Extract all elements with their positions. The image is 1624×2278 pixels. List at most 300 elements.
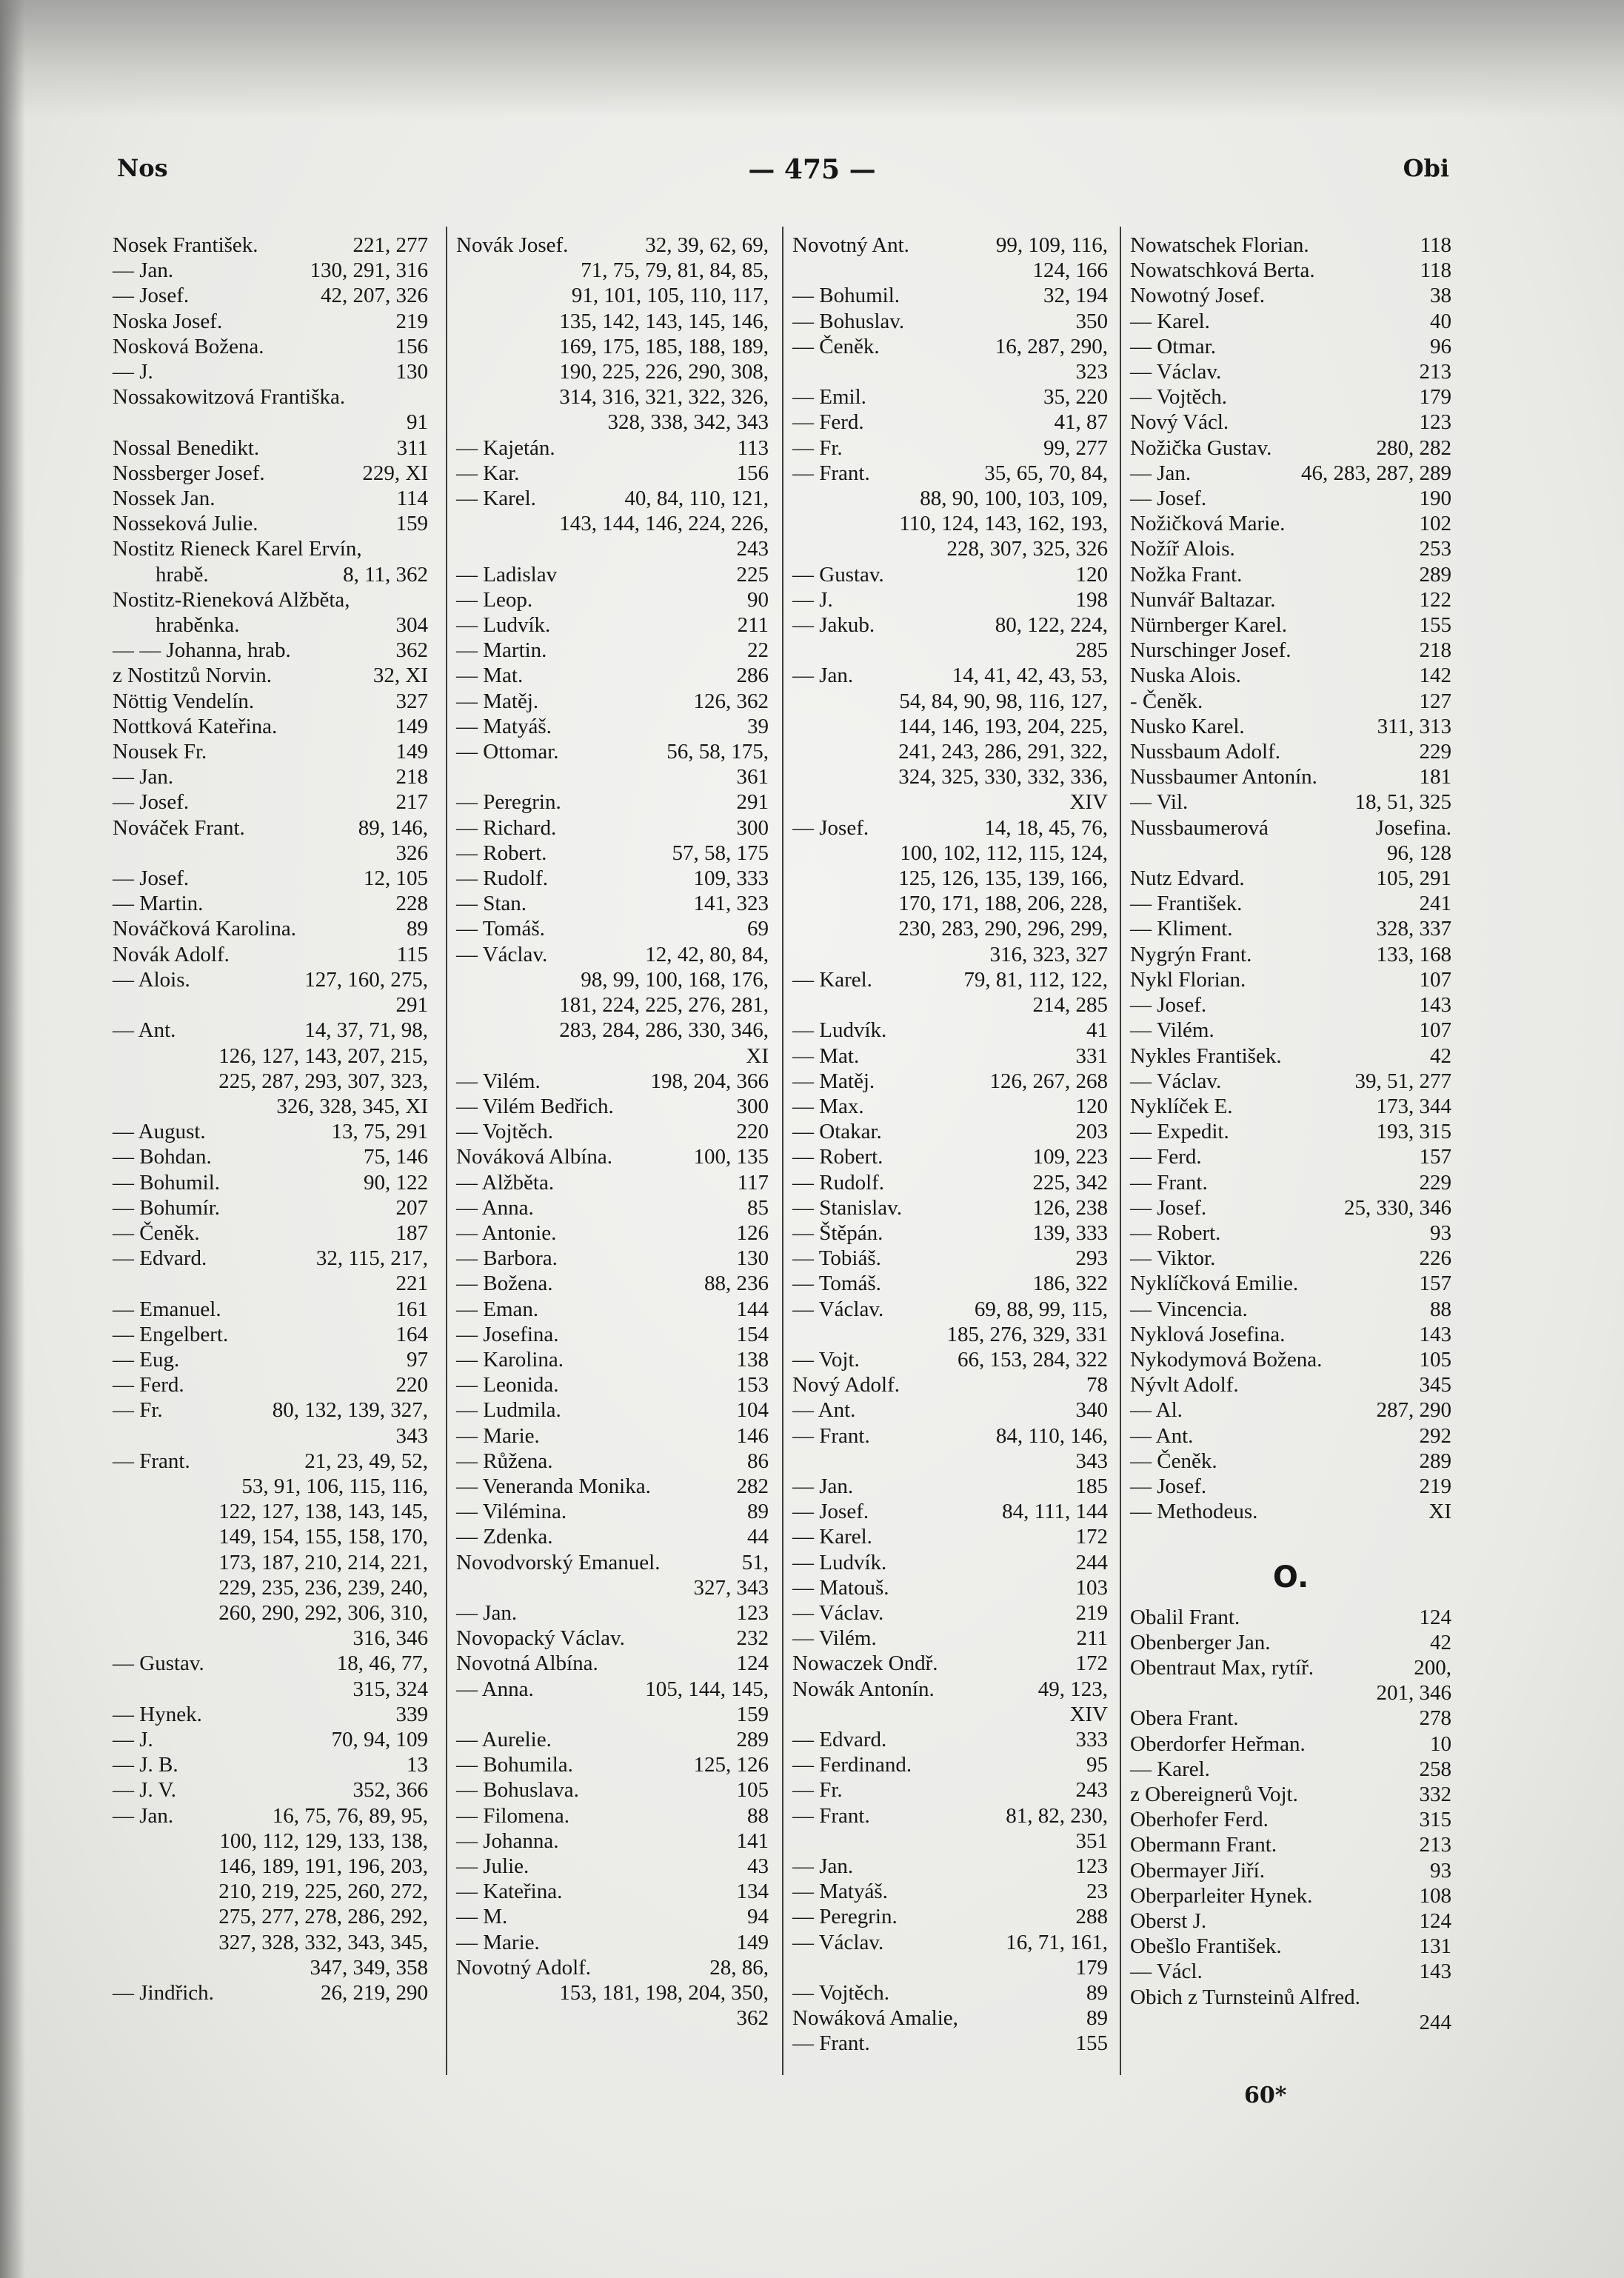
entry-name: — Karolina. <box>456 1347 564 1372</box>
index-entry <box>456 1423 769 1449</box>
index-entry <box>456 1854 769 1879</box>
entry-name: — Matouš. <box>792 1575 889 1600</box>
entry-pages: 144 <box>736 1297 769 1321</box>
entry-pages: 113 <box>737 435 769 460</box>
entry-pages: 219 <box>1419 1474 1451 1498</box>
entry-pages: 84, 111, 144 <box>1002 1500 1108 1524</box>
index-entry <box>1130 1655 1451 1680</box>
index-entry <box>456 486 769 511</box>
entry-pages: 291 <box>736 790 769 815</box>
index-entry <box>113 815 428 841</box>
index-entry <box>792 1930 1108 1955</box>
entry-name: — Frant. <box>792 2031 870 2056</box>
entry-name: — Jan. <box>113 258 174 283</box>
entry-name: — Fr. <box>113 1398 163 1423</box>
entry-pages: 172 <box>1075 1525 1108 1549</box>
entry-continuation: 362 <box>736 2006 769 2031</box>
entry-pages: 88, 236 <box>704 1272 769 1296</box>
entry-pages: 42, 207, 326 <box>321 284 428 308</box>
entry-name: — Ludvík. <box>792 1018 887 1043</box>
index-entry <box>792 2031 1108 2056</box>
entry-pages: 153 <box>736 1373 769 1397</box>
entry-continuation: 100, 112, 129, 133, 138, <box>219 1828 428 1853</box>
entry-name: Oberparleiter Hynek. <box>1130 1883 1313 1908</box>
entry-name: — Bohumila. <box>456 1753 573 1777</box>
section-letter-heading: O. <box>1272 1560 1309 1594</box>
entry-pages: 75, 146 <box>364 1145 428 1169</box>
index-entry <box>1130 486 1451 511</box>
entry-pages: 350 <box>1075 309 1108 333</box>
entry-pages: 120 <box>1075 562 1108 587</box>
entry-name: — Božena. <box>456 1272 553 1296</box>
entry-pages: 39 <box>747 714 769 738</box>
entry-pages: 146 <box>736 1423 769 1448</box>
index-entry <box>456 1449 769 1474</box>
entry-name: Novodvorský Emanuel. <box>456 1550 661 1574</box>
entry-name: — Mat. <box>456 664 524 688</box>
entry-name: — Matyáš. <box>456 714 552 738</box>
entry-pages: 149 <box>395 714 428 738</box>
index-column-3 <box>792 233 1108 2099</box>
entry-continuation: 54, 84, 90, 98, 116, 127, <box>899 689 1108 713</box>
index-entry <box>1130 1271 1451 1296</box>
entry-pages: 89 <box>1086 2006 1108 2031</box>
entry-name: — Stan. <box>456 892 527 916</box>
index-entry <box>113 1702 428 1727</box>
index-entry <box>113 967 428 992</box>
index-entry <box>792 1423 1108 1449</box>
index-entry <box>1130 384 1451 410</box>
index-entry <box>113 1297 428 1322</box>
entry-name: Nussbaumer Antonín. <box>1130 765 1317 789</box>
entry-name: — Otakar. <box>792 1120 882 1144</box>
index-entry <box>792 1727 1108 1752</box>
index-column-4 <box>1130 233 1451 2099</box>
entry-name: — Robert. <box>792 1145 883 1169</box>
entry-name: — Ant. <box>113 1018 176 1043</box>
entry-name: Nykodymová Božena. <box>1130 1347 1323 1372</box>
entry-name: Obera Frant. <box>1130 1706 1239 1731</box>
entry-name: — Kajetán. <box>456 435 555 460</box>
entry-pages: 99, 277 <box>1043 435 1108 460</box>
index-entry <box>792 1094 1108 1119</box>
entry-name: — Expedit. <box>1130 1120 1229 1144</box>
entry-name: — Leonida. <box>456 1373 559 1397</box>
entry-pages: 39, 51, 277 <box>1354 1069 1451 1093</box>
entry-name: — J. <box>113 360 153 384</box>
entry-name: Nový Adolf. <box>792 1373 900 1397</box>
entry-continuation: 126, 127, 143, 207, 215, <box>218 1043 428 1068</box>
index-entry <box>456 1803 769 1828</box>
index-entry <box>113 435 428 461</box>
index-entry <box>456 866 769 891</box>
entry-name: — Ladislav <box>456 562 558 587</box>
entry-name: — Josef. <box>1130 487 1207 511</box>
scan-shadow-top <box>0 0 1624 118</box>
entry-continuation: 241, 243, 286, 291, 322, <box>898 740 1108 764</box>
entry-continuation: 361 <box>736 765 769 789</box>
entry-pages: 143 <box>1419 1960 1451 1984</box>
entry-pages: 218 <box>395 765 428 789</box>
entry-pages: 10 <box>1430 1731 1451 1756</box>
entry-pages: 164 <box>395 1322 428 1346</box>
entry-name: — Marie. <box>456 1423 540 1448</box>
entry-pages: 81, 82, 230, <box>1006 1803 1108 1828</box>
entry-name: Nový Václ. <box>1130 410 1229 435</box>
entry-name: Nosková Božena. <box>113 334 264 358</box>
index-entry <box>792 1195 1108 1220</box>
index-entry <box>113 359 428 384</box>
entry-name: — Václ. <box>1130 1960 1203 1984</box>
entry-name: — Josef. <box>1130 993 1207 1018</box>
entry-name: Nöttig Vendelín. <box>113 689 255 713</box>
entry-name: Nováček Frant. <box>113 815 245 840</box>
entry-name: — M. <box>456 1905 508 1929</box>
index-entry <box>1130 562 1451 587</box>
index-entry <box>456 1322 769 1347</box>
entry-name: Nuska Alois. <box>1130 664 1241 688</box>
entry-name: Nygrýn Frant. <box>1130 942 1252 966</box>
index-entry <box>792 1474 1108 1499</box>
index-entry <box>1130 739 1451 764</box>
index-entry <box>456 1677 769 1702</box>
entry-pages: 97 <box>407 1347 428 1372</box>
index-entry <box>1130 1731 1451 1757</box>
header-right-guideword: Obi <box>1403 154 1449 182</box>
index-entry <box>1130 461 1451 486</box>
index-entry <box>792 1575 1108 1600</box>
index-entry <box>792 384 1108 410</box>
entry-name: — — Johanna, hrab. <box>113 638 291 663</box>
entry-name: — Bohuslav. <box>792 309 905 333</box>
index-entry <box>1130 714 1451 739</box>
entry-continuation: XIV <box>1069 790 1108 815</box>
index-entry <box>456 1271 769 1296</box>
entry-pages: 138 <box>736 1347 769 1372</box>
entry-name: — Richard. <box>456 815 557 840</box>
entry-continuation: 185, 276, 329, 331 <box>946 1322 1108 1346</box>
index-entry <box>113 663 428 688</box>
entry-pages: 105 <box>736 1778 769 1803</box>
index-entry <box>792 1980 1108 2005</box>
entry-name: — Frant. <box>792 461 870 485</box>
entry-name: — Viktor. <box>1130 1246 1216 1271</box>
index-entry <box>1130 1757 1451 1782</box>
entry-pages: 41, 87 <box>1054 410 1108 435</box>
entry-pages: 243 <box>1075 1778 1108 1803</box>
entry-name: Nyklová Josefina. <box>1130 1322 1286 1346</box>
index-entry <box>456 1879 769 1904</box>
entry-continuation: 244 <box>1419 2010 1451 2034</box>
entry-name: — Václav. <box>792 1930 884 1954</box>
entry-pages: 86 <box>747 1449 769 1473</box>
entry-pages: 105, 291 <box>1376 866 1451 891</box>
entry-name: Nusko Karel. <box>1130 714 1245 738</box>
index-entry <box>1130 1094 1451 1119</box>
entry-name: Novák Josef. <box>456 233 569 257</box>
entry-name: Nyklíčková Emilie. <box>1130 1272 1299 1296</box>
entry-name: Nykl Florian. <box>1130 967 1246 992</box>
entry-pages: 220 <box>395 1373 428 1397</box>
entry-name: Oberst J. <box>1130 1908 1207 1933</box>
index-entry <box>456 435 769 461</box>
entry-name: — Jindřich. <box>113 1981 214 2005</box>
entry-name: Novopacký Václav. <box>456 1626 625 1651</box>
index-entry <box>792 1651 1108 1676</box>
entry-name: Nousek Fr. <box>113 740 207 764</box>
index-entry <box>1130 916 1451 941</box>
entry-continuation: 153, 181, 198, 204, 350, <box>559 1981 769 2005</box>
entry-pages: 141, 323 <box>693 892 769 916</box>
entry-pages: 156 <box>736 461 769 485</box>
index-entry <box>456 1727 769 1752</box>
entry-continuation: 135, 142, 143, 145, 146, <box>559 309 769 333</box>
entry-pages: 89 <box>407 917 428 941</box>
entry-pages: 80, 132, 139, 327, <box>272 1398 428 1423</box>
entry-pages: 23 <box>1086 1880 1108 1904</box>
index-entry <box>456 1474 769 1499</box>
index-entry <box>113 536 428 561</box>
entry-pages: 13 <box>407 1753 428 1777</box>
entry-name: — Vilém Bedřich. <box>456 1094 614 1118</box>
index-entry <box>456 587 769 612</box>
entry-name: — Barbora. <box>456 1246 558 1271</box>
entry-name: z Obereignerů Vojt. <box>1130 1782 1298 1806</box>
entry-pages: 186, 322 <box>1032 1272 1108 1296</box>
index-entry <box>1130 1423 1451 1449</box>
index-entry <box>1130 689 1451 714</box>
index-columns <box>0 233 1624 2099</box>
entry-pages: 90 <box>747 587 769 612</box>
entry-pages: 95 <box>1086 1753 1108 1777</box>
entry-pages: 280, 282 <box>1376 435 1451 460</box>
index-entry <box>1130 410 1451 435</box>
entry-pages: 85 <box>747 1195 769 1220</box>
index-entry <box>456 739 769 764</box>
entry-pages: 154 <box>736 1322 769 1346</box>
index-entry <box>456 1220 769 1246</box>
index-entry <box>456 1904 769 1929</box>
index-entry <box>456 1094 769 1119</box>
index-column-2 <box>456 233 769 2099</box>
entry-name: Nožička Gustav. <box>1130 435 1272 460</box>
index-entry <box>113 638 428 663</box>
entry-name: Nowatschková Berta. <box>1130 258 1315 283</box>
entry-continuation: 328, 338, 342, 343 <box>607 410 769 435</box>
index-entry <box>792 1524 1108 1549</box>
index-entry <box>1130 866 1451 891</box>
entry-continuation: 343 <box>1075 1449 1108 1473</box>
entry-name: — Václav. <box>1130 360 1222 384</box>
entry-name: hrabě. <box>156 562 209 587</box>
entry-name: — Kateřina. <box>456 1880 563 1904</box>
entry-pages: 143 <box>1419 1322 1451 1346</box>
entry-pages: 40 <box>1430 309 1451 333</box>
entry-name: Obenberger Jan. <box>1130 1630 1271 1654</box>
entry-name: Nurschinger Josef. <box>1130 638 1291 663</box>
index-entry <box>456 841 769 866</box>
entry-name: Novotný Adolf. <box>456 1955 592 1980</box>
index-entry <box>456 562 769 587</box>
index-entry <box>1130 1499 1451 1524</box>
index-entry <box>456 1777 769 1803</box>
entry-name: — Matěj. <box>792 1069 875 1093</box>
entry-pages: 289 <box>1419 562 1451 587</box>
entry-continuation: 88, 90, 100, 103, 109, <box>920 487 1108 511</box>
index-entry <box>113 562 428 587</box>
index-entry <box>456 1651 769 1676</box>
index-entry <box>113 739 428 764</box>
index-entry <box>113 916 428 941</box>
entry-name: — Eman. <box>456 1297 539 1321</box>
index-entry <box>1130 1018 1451 1043</box>
index-entry <box>792 1246 1108 1271</box>
index-entry <box>113 1651 428 1676</box>
index-entry <box>792 967 1108 992</box>
index-entry <box>1130 233 1451 258</box>
entry-name: — Bohdan. <box>113 1145 212 1169</box>
entry-pages: 292 <box>1419 1423 1451 1448</box>
entry-pages: 42 <box>1430 1630 1451 1654</box>
entry-pages: 125, 126 <box>693 1753 769 1777</box>
entry-continuation: 316, 323, 327 <box>989 942 1108 966</box>
entry-pages: 127, 160, 275, <box>304 967 428 992</box>
index-entry <box>792 612 1108 638</box>
entry-pages: 219 <box>395 309 428 333</box>
entry-name: — Frant. <box>113 1449 190 1473</box>
index-entry <box>1130 1297 1451 1322</box>
entry-pages: 200, <box>1414 1655 1451 1680</box>
entry-pages: 304 <box>395 613 428 638</box>
entry-name: Obich z Turnsteinů Alfred. <box>1130 1985 1360 2009</box>
index-entry <box>792 461 1108 486</box>
index-entry <box>456 1170 769 1195</box>
index-entry <box>1130 587 1451 612</box>
entry-name: Nowáková Amalie, <box>792 2006 958 2031</box>
index-entry <box>1130 1883 1451 1908</box>
entry-name: — Martin. <box>113 892 204 916</box>
entry-pages: 80, 122, 224, <box>995 613 1108 638</box>
entry-continuation: 225, 287, 293, 307, 323, <box>218 1069 428 1093</box>
index-entry <box>113 866 428 891</box>
entry-pages: 211 <box>737 613 769 638</box>
index-entry <box>1130 1043 1451 1069</box>
entry-pages: 103 <box>1075 1575 1108 1600</box>
entry-pages: 90, 122 <box>364 1170 428 1195</box>
entry-pages: 126, 238 <box>1032 1195 1108 1220</box>
entry-pages: 104 <box>736 1398 769 1423</box>
entry-pages: 94 <box>747 1905 769 1929</box>
entry-pages: 32, 115, 217, <box>315 1246 428 1271</box>
entry-continuation: 243 <box>736 537 769 561</box>
entry-name: — Vilém. <box>1130 1018 1214 1043</box>
entry-continuation: 96, 128 <box>1387 841 1451 865</box>
entry-name: — Ludmila. <box>456 1398 561 1423</box>
index-entry <box>792 1347 1108 1372</box>
index-entry <box>792 1271 1108 1296</box>
entry-name: — Frant. <box>792 1423 870 1448</box>
entry-name: — Matyáš. <box>792 1880 888 1904</box>
entry-pages: 362 <box>395 638 428 663</box>
entry-pages: 293 <box>1075 1246 1108 1271</box>
index-entry <box>1130 942 1451 967</box>
entry-name: — Rudolf. <box>456 866 549 891</box>
entry-continuation: 230, 283, 290, 296, 299, <box>898 917 1108 941</box>
entry-pages: 229 <box>1419 1170 1451 1195</box>
index-entry <box>1130 1832 1451 1857</box>
entry-continuation: 144, 146, 193, 204, 225, <box>898 714 1108 738</box>
index-entry <box>1130 511 1451 536</box>
entry-name: — Emanuel. <box>113 1297 221 1321</box>
index-entry <box>1130 536 1451 561</box>
index-entry <box>113 1980 428 2005</box>
entry-name: — Karel. <box>1130 1757 1210 1781</box>
entry-name: — Engelbert. <box>113 1322 229 1346</box>
entry-name: Nossberger Josef. <box>113 461 265 485</box>
entry-name: Nürnberger Karel. <box>1130 613 1288 638</box>
entry-pages: 118 <box>1420 233 1451 257</box>
index-entry <box>113 1347 428 1372</box>
entry-pages: 157 <box>1419 1145 1451 1169</box>
entry-pages: 49, 123, <box>1037 1677 1108 1701</box>
entry-name: Oberdorfer Heřman. <box>1130 1731 1306 1756</box>
entry-continuation: 124, 166 <box>1032 258 1108 283</box>
entry-pages: 99, 109, 116, <box>995 233 1108 257</box>
entry-name: — Mat. <box>792 1043 860 1068</box>
entry-pages: 156 <box>395 334 428 358</box>
index-entry <box>456 916 769 941</box>
entry-name: — Václav. <box>456 942 548 966</box>
index-entry <box>1130 359 1451 384</box>
entry-pages: 155 <box>1419 613 1451 638</box>
entry-name: — Josef. <box>113 284 190 308</box>
index-entry <box>456 1955 769 1980</box>
entry-continuation: 159 <box>736 1702 769 1726</box>
entry-name: — Edvard. <box>792 1727 887 1751</box>
index-entry <box>792 1043 1108 1069</box>
entry-name: — Josef. <box>792 1500 869 1524</box>
entry-name: — Hynek. <box>113 1702 202 1726</box>
entry-name: Nykles František. <box>1130 1043 1282 1068</box>
entry-continuation: 324, 325, 330, 332, 336, <box>898 765 1108 789</box>
entry-name: — Eug. <box>113 1347 180 1372</box>
entry-name: Nossek Jan. <box>113 487 215 511</box>
entry-name: — Vojtěch. <box>1130 385 1228 410</box>
index-entry <box>1130 1706 1451 1731</box>
entry-pages: 218 <box>1419 638 1451 663</box>
entry-pages: Josefina. <box>1375 815 1451 840</box>
index-entry <box>456 1297 769 1322</box>
entry-continuation: 316, 346 <box>352 1626 428 1651</box>
entry-name: — Vilém. <box>792 1626 877 1651</box>
entry-pages: 139, 333 <box>1032 1220 1108 1245</box>
entry-pages: 8, 11, 362 <box>343 562 428 587</box>
entry-continuation: 351 <box>1075 1828 1108 1853</box>
entry-continuation: XI <box>746 1043 769 1068</box>
entry-name: — Jan. <box>792 1474 854 1498</box>
entry-name: Nossakowitzová Františka. <box>113 385 346 410</box>
entry-name: — Bohumil. <box>792 284 900 308</box>
entry-name: — Václav. <box>1130 1069 1222 1093</box>
entry-pages: 43 <box>747 1854 769 1878</box>
entry-pages: 213 <box>1419 360 1451 384</box>
header-left-guideword: Nos <box>117 154 168 182</box>
entry-name: Nostitz-Rieneková Alžběta, <box>113 587 350 612</box>
entry-pages: 133, 168 <box>1376 942 1451 966</box>
entry-name: — Jan. <box>456 1600 518 1625</box>
entry-pages: 42 <box>1430 1043 1451 1068</box>
index-entry <box>1130 992 1451 1018</box>
